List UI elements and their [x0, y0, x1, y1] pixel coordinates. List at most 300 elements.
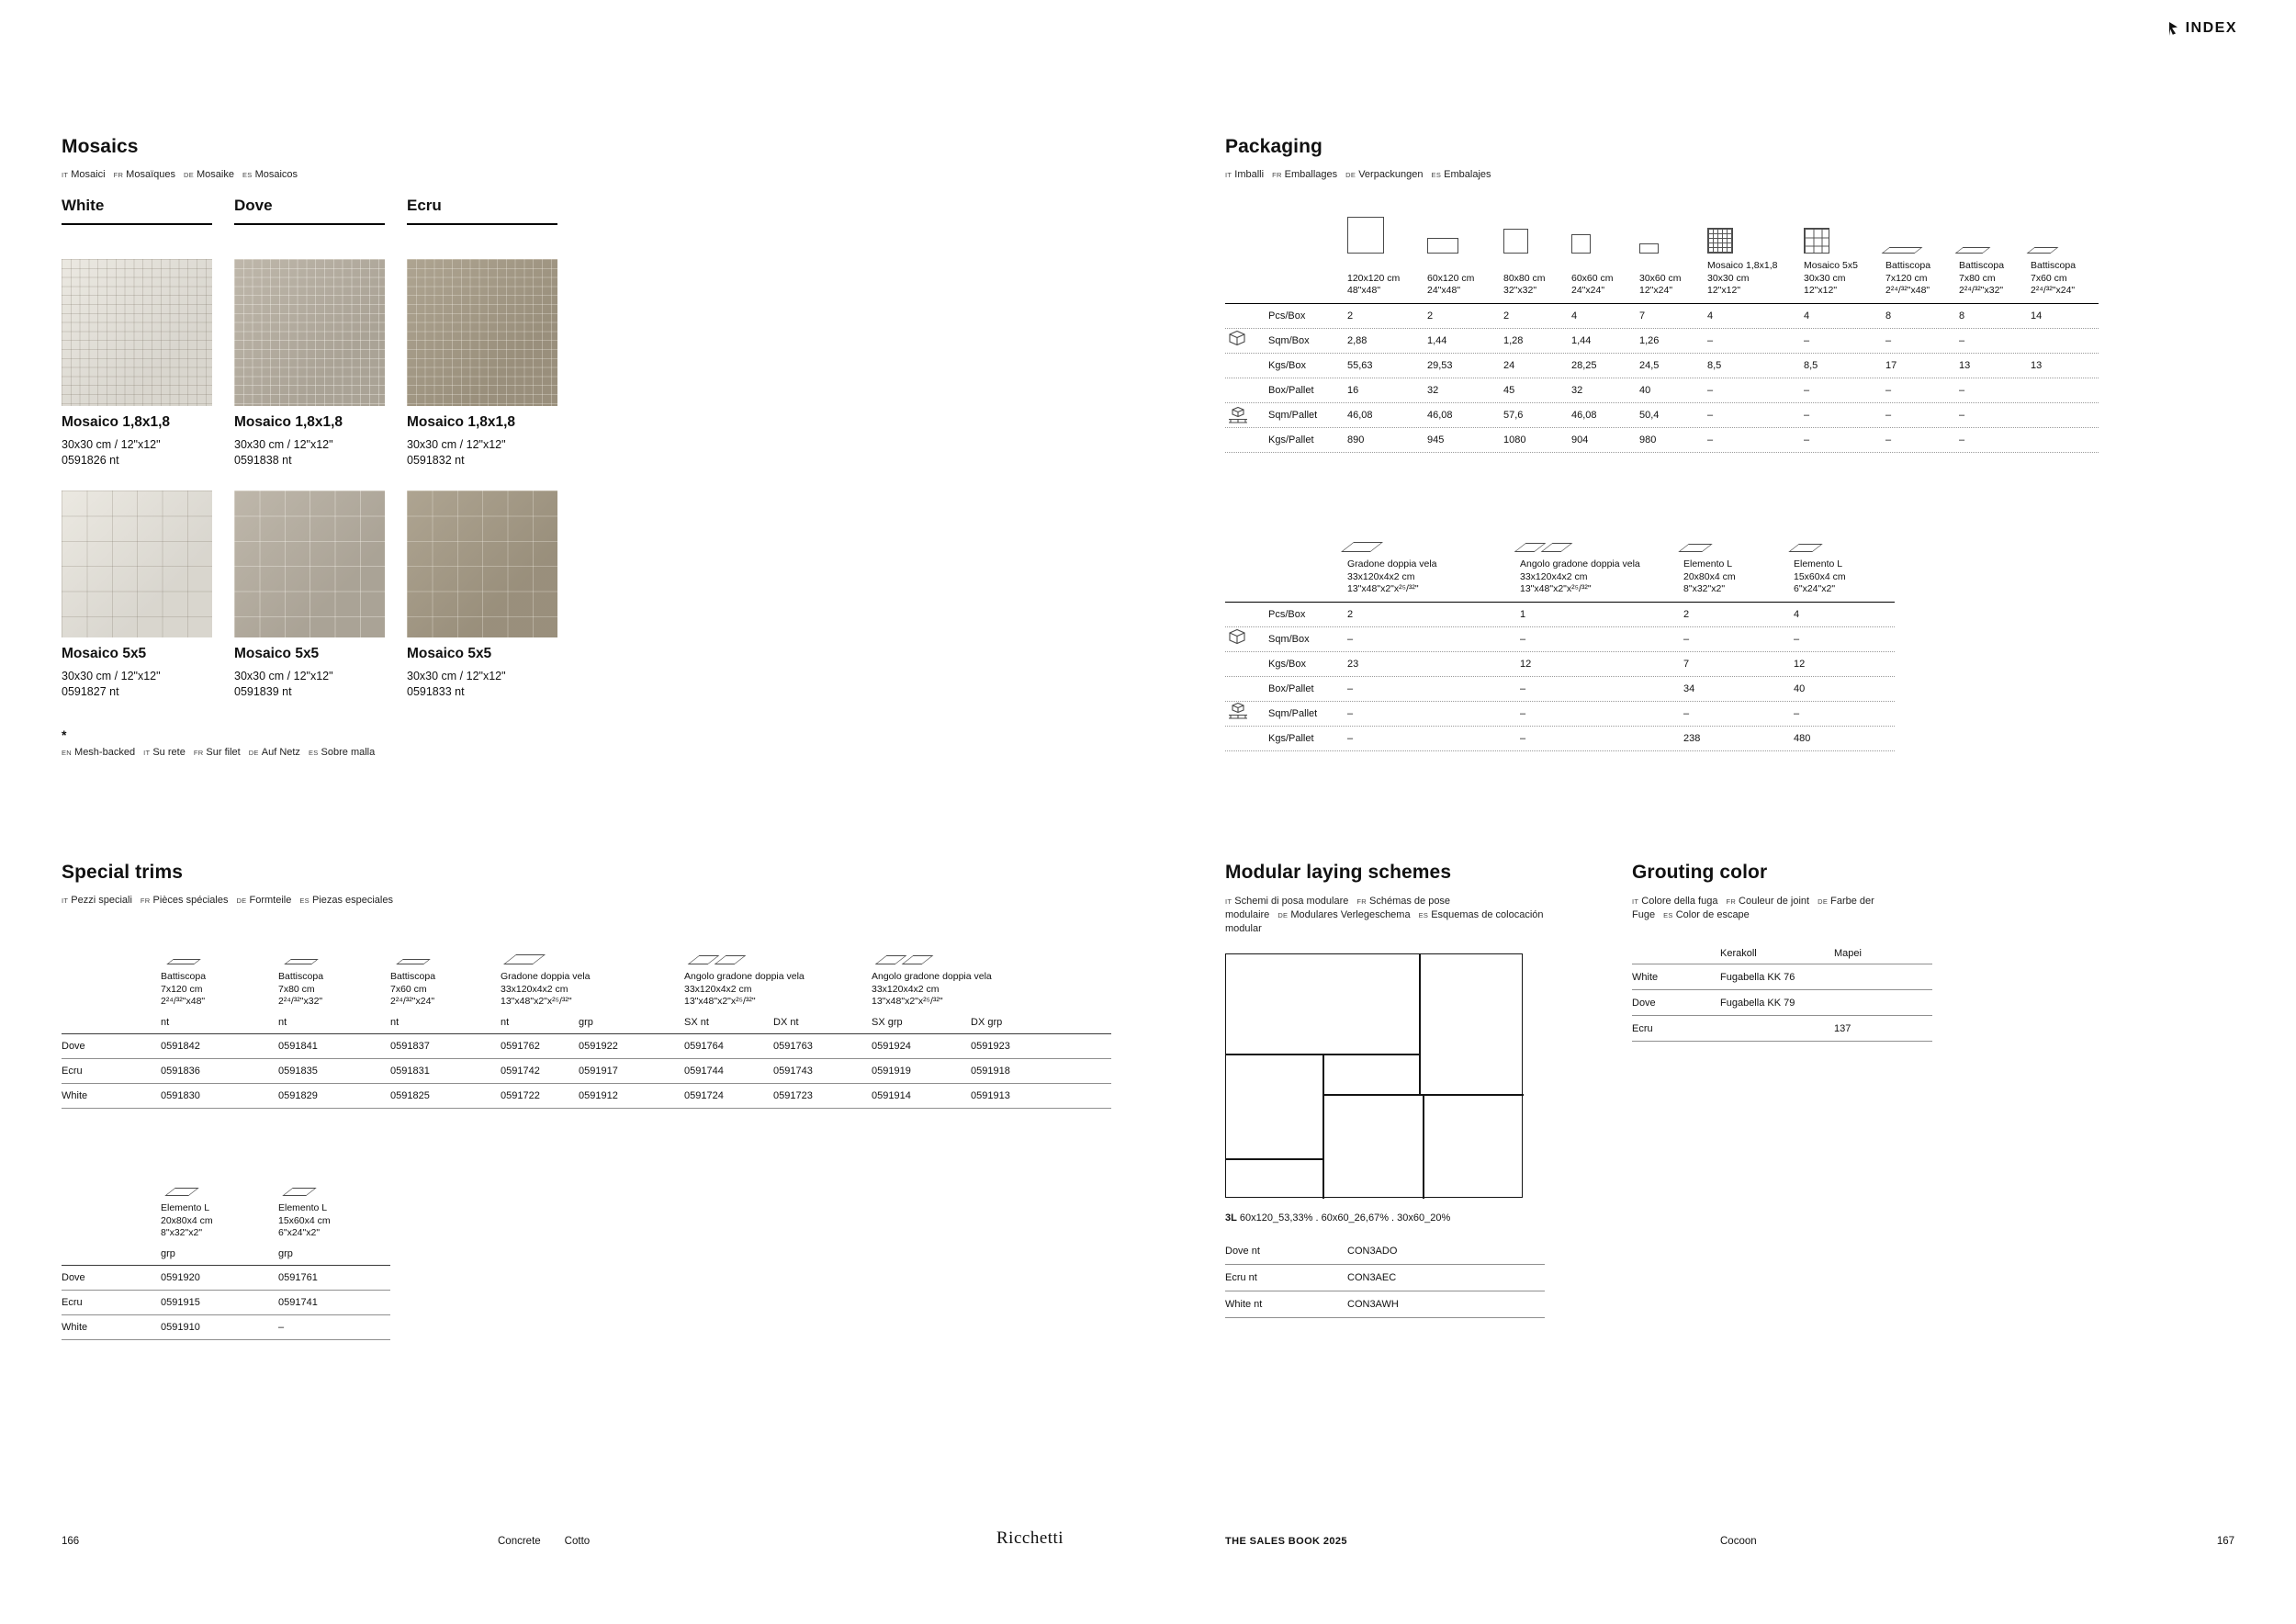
mosaic-size: 30x30 cm / 12"x12" [62, 438, 161, 451]
trim-article-code: 0591829 [278, 1089, 318, 1101]
lang-text: Emballages [1284, 169, 1338, 180]
packaging-value: – [1794, 707, 1800, 719]
format-column-header [1804, 193, 1885, 298]
packaging-value: 8 [1885, 310, 1892, 321]
packaging-value: 55,63 [1347, 359, 1373, 371]
piece-size-in: 6"x24"x2" [1794, 583, 1836, 594]
scheme-article-code: CON3AEC [1347, 1272, 1397, 1283]
trim-article-code: 0591762 [501, 1040, 540, 1052]
trim-row [62, 1315, 390, 1340]
trim-name: Elemento L [161, 1202, 210, 1213]
modular-subtitle [1225, 895, 1554, 936]
trim-name: Angolo gradone doppia vela [684, 971, 805, 982]
format-icon [1639, 193, 1707, 254]
trim-piece-icon [872, 924, 1050, 964]
lang-text: Colore della fuga [1641, 896, 1718, 907]
format-icon [1427, 193, 1503, 254]
piece-column-header [1794, 491, 1895, 596]
trim-article-code: 0591841 [278, 1040, 318, 1052]
format-size-cm: 60x60 cm [1571, 272, 1614, 284]
lang-label: DE [236, 897, 247, 905]
packaging-row [1225, 354, 2099, 378]
laying-scheme-diagram [1225, 953, 1523, 1198]
format-size-in: 12"x12" [1804, 285, 1838, 296]
format-size-cm: 7x80 cm [1959, 272, 1996, 284]
piece-column-header [1520, 491, 1683, 596]
lang-text: Sur filet [206, 747, 241, 758]
trim-row [62, 1291, 390, 1315]
format-icon [1804, 193, 1885, 254]
trim-article-code: 0591722 [501, 1089, 540, 1101]
format-name: Battiscopa [1959, 260, 2005, 271]
packaging-value: – [1520, 633, 1526, 645]
packaging-value: – [1885, 334, 1892, 346]
mosaic-card [62, 491, 212, 698]
packaging-value: – [1707, 384, 1714, 396]
grouting-row [1632, 1016, 1932, 1042]
mosaic-code: 0591832 nt [407, 454, 465, 467]
piece-icon [1683, 491, 1794, 552]
scheme-code-row [1225, 1265, 1545, 1291]
lang-text: Color de escape [1675, 909, 1750, 920]
packaging-value: – [1347, 682, 1354, 694]
trim-article-code: 0591724 [684, 1089, 724, 1101]
format-size-cm: 30x30 cm [1804, 272, 1846, 284]
trim-article-code: 0591842 [161, 1040, 200, 1052]
format-name [1503, 260, 1571, 273]
trim-column-header [278, 924, 390, 1009]
trim-article-code: 0591830 [161, 1089, 200, 1101]
packaging-value: 2 [1427, 310, 1434, 321]
format-icon [2031, 193, 2099, 254]
packaging-value: 40 [1639, 384, 1651, 396]
grouting-brand-header: Mapei [1834, 947, 1862, 959]
packaging-value: – [1804, 409, 1810, 421]
trim-column-header [684, 924, 872, 1009]
brand-logo: Ricchetti [996, 1528, 1064, 1548]
packaging-row [1225, 378, 2099, 403]
trim-row [62, 1084, 1111, 1109]
packaging-value: 4 [1804, 310, 1810, 321]
packaging-value: 904 [1571, 434, 1589, 445]
packaging-value: 238 [1683, 732, 1701, 744]
grouting-title: Grouting color [1632, 862, 1768, 883]
piece-size-in: 13"x48"x2"x²⁵/³²" [1347, 583, 1419, 594]
grouting-subtitle [1632, 895, 1940, 922]
packaging-value: 32 [1571, 384, 1583, 396]
trim-article-code: 0591743 [773, 1065, 813, 1077]
packaging-table-2 [1225, 491, 1895, 751]
packaging-value: 980 [1639, 434, 1657, 445]
packaging-value [2031, 410, 2099, 421]
trim-row-label: Ecru [62, 1065, 83, 1077]
packaging-value: – [1707, 434, 1714, 445]
format-name [1347, 260, 1427, 273]
format-icon [1571, 193, 1639, 254]
trim-column-header [161, 924, 278, 1009]
trim-piece-icon [501, 924, 684, 964]
trim-column-header [872, 924, 1050, 1009]
packaging-row-label: Kgs/Pallet [1268, 732, 1314, 744]
packaging-value: – [1520, 707, 1526, 719]
packaging-value: 46,08 [1347, 409, 1373, 421]
piece-size-cm: 33x120x4x2 cm [1520, 570, 1588, 582]
mosaic-tile-image [62, 491, 212, 637]
mosaic-card [407, 491, 557, 698]
packaging-value: 14 [2031, 310, 2043, 321]
footnote-star: * [62, 727, 67, 742]
lang-label: DE [1818, 897, 1829, 906]
lang-label: IT [1225, 897, 1232, 906]
trim-sub-headers [62, 1017, 1111, 1034]
piece-size-cm: 33x120x4x2 cm [1347, 570, 1415, 582]
packaging-row-label: Pcs/Box [1268, 608, 1306, 620]
lang-label: IT [62, 897, 69, 905]
trim-size-in: 13"x48"x2"x²⁵/³²" [684, 996, 756, 1007]
lang-label: FR [1356, 897, 1367, 906]
trim-name: Battiscopa [161, 971, 207, 982]
trim-article-code: 0591741 [278, 1296, 318, 1308]
piece-name: Elemento L [1794, 558, 1843, 570]
packaging-value: 45 [1503, 384, 1515, 396]
packaging-value: 17 [1885, 359, 1897, 371]
trim-article-code: 0591920 [161, 1271, 200, 1283]
lang-label: DE [1277, 911, 1289, 919]
lang-label: DE [1345, 171, 1356, 179]
packaging-value: – [1347, 707, 1354, 719]
box-icon [1227, 627, 1247, 646]
format-icon [1503, 193, 1571, 254]
trim-size-cm: 7x80 cm [278, 983, 315, 995]
pallet-icon [1227, 406, 1249, 424]
finish-label: Cotto [564, 1536, 591, 1547]
lang-label: FR [1272, 171, 1282, 179]
trim-name: Battiscopa [278, 971, 324, 982]
scheme-line [1322, 1054, 1324, 1199]
packaging-value: 46,08 [1427, 409, 1453, 421]
packaging-value: 29,53 [1427, 359, 1453, 371]
trim-row [62, 1059, 1111, 1084]
packaging-value: 24 [1503, 359, 1515, 371]
piece-size-in: 8"x32"x2" [1683, 583, 1726, 594]
format-column-header [1427, 193, 1503, 298]
trim-article-code: 0591763 [773, 1040, 813, 1052]
format-name [1427, 260, 1503, 273]
trim-article-code: 0591910 [161, 1321, 200, 1333]
format-column-header [1885, 193, 1959, 298]
format-size-cm: 30x30 cm [1707, 272, 1750, 284]
lang-text: Couleur de joint [1739, 896, 1810, 907]
packaging-value: 1 [1520, 608, 1526, 620]
trim-sub-header: grp [579, 1016, 593, 1028]
trim-piece-icon [161, 924, 278, 964]
lang-text: Pièces spéciales [152, 895, 229, 906]
trim-sub-header: nt [390, 1016, 400, 1028]
trim-piece-icon [278, 1156, 390, 1196]
trim-row-label: White [62, 1321, 88, 1333]
special-trims-table [62, 924, 1111, 1109]
packaging-value: 46,08 [1571, 409, 1597, 421]
format-size-cm: 30x60 cm [1639, 272, 1682, 284]
index-link[interactable] [2167, 20, 2237, 37]
piece-size-in: 13"x48"x2"x²⁵/³²" [1520, 583, 1592, 594]
packaging-value: 4 [1571, 310, 1578, 321]
mosaic-name: Mosaico 5x5 [234, 646, 320, 661]
piece-name: Gradone doppia vela [1347, 558, 1437, 570]
lang-text: Farbe der Fuge [1632, 896, 1874, 920]
scheme-line [1226, 1158, 1322, 1160]
lang-label: ES [1418, 911, 1429, 919]
grouting-color-label: Dove [1632, 997, 1656, 1009]
mosaic-name: Mosaico 1,8x1,8 [234, 414, 343, 430]
packaging-value: – [1804, 334, 1810, 346]
packaging-value: 2 [1683, 608, 1690, 620]
special-trims-subtitle [62, 895, 401, 906]
trim-row-label: White [62, 1089, 88, 1101]
mosaic-color-header: Ecru [407, 197, 557, 225]
lang-text: Mosaike [197, 169, 234, 180]
trim-article-code: – [278, 1321, 285, 1333]
packaging-value: 34 [1683, 682, 1695, 694]
piece-size-cm: 15x60x4 cm [1794, 570, 1846, 582]
packaging-value: – [1683, 707, 1690, 719]
lang-text: Su rete [152, 747, 186, 758]
packaging-value: 2 [1503, 310, 1510, 321]
format-size-in: 24"x24" [1571, 285, 1605, 296]
scheme-article-code: CON3ADO [1347, 1246, 1398, 1257]
special-trims-table-2 [62, 1156, 390, 1340]
packaging-row [1225, 304, 2099, 329]
trim-sub-header: DX nt [773, 1016, 799, 1028]
page-number-left: 166 [62, 1536, 80, 1547]
lang-label: ES [1663, 911, 1673, 919]
format-size-cm: 60x120 cm [1427, 272, 1475, 284]
packaging-row-label: Kgs/Box [1268, 359, 1306, 371]
page-number-right: 167 [2216, 1536, 2234, 1547]
packaging-value [2031, 434, 2099, 445]
grouting-kerakoll-value: Fugabella KK 76 [1720, 971, 1795, 983]
trim-size-cm: 33x120x4x2 cm [684, 983, 752, 995]
mosaic-code: 0591838 nt [234, 454, 292, 467]
packaging-row [1225, 727, 1895, 751]
lang-label: FR [1726, 897, 1737, 906]
scheme-caption [1225, 1212, 1450, 1224]
packaging-row-label: Box/Pallet [1268, 682, 1314, 694]
trim-article-code: 0591913 [971, 1089, 1010, 1101]
piece-icon [1347, 491, 1520, 552]
trim-size-cm: 20x80x4 cm [161, 1214, 213, 1226]
trim-piece-icon [390, 924, 501, 964]
lang-label: IT [143, 749, 151, 757]
format-size-cm: 80x80 cm [1503, 272, 1546, 284]
trim-sub-header: SX nt [684, 1016, 709, 1028]
scheme-line [1419, 954, 1421, 1094]
trim-size-cm: 33x120x4x2 cm [501, 983, 568, 995]
trim-article-code: 0591744 [684, 1065, 724, 1077]
trim-size-in: 13"x48"x2"x²⁵/³²" [501, 996, 572, 1007]
lang-label: ES [299, 897, 310, 905]
trim-piece-icon [278, 924, 390, 964]
packaging-value: 1080 [1503, 434, 1526, 445]
grouting-kerakoll-value: Fugabella KK 79 [1720, 997, 1795, 1009]
piece-size-cm: 20x80x4 cm [1683, 570, 1736, 582]
scheme-article-code: CON3AWH [1347, 1299, 1399, 1310]
lang-text: Mesh-backed [74, 747, 136, 758]
packaging-row [1225, 677, 1895, 702]
packaging-value: 4 [1794, 608, 1800, 620]
format-size-in: 24"x48" [1427, 285, 1461, 296]
packaging-value [2031, 335, 2099, 346]
trim-size-in: 6"x24"x2" [278, 1227, 321, 1238]
trim-name: Angolo gradone doppia vela [872, 971, 992, 982]
scheme-color-label: Dove nt [1225, 1246, 1260, 1257]
lang-text: Pezzi speciali [71, 895, 132, 906]
lang-label: IT [62, 171, 69, 179]
format-icon [1959, 193, 2031, 254]
trim-sub-header: nt [161, 1016, 170, 1028]
format-size-in: 48"x48" [1347, 285, 1381, 296]
trim-article-code: 0591836 [161, 1065, 200, 1077]
packaging-value: – [1794, 633, 1800, 645]
packaging-value: 12 [1520, 658, 1532, 670]
packaging-value: 1,26 [1639, 334, 1660, 346]
piece-icon [1794, 491, 1895, 552]
mosaics-subtitle [62, 169, 306, 180]
grouting-color-label: Ecru [1632, 1022, 1653, 1034]
packaging-row-label: Sqm/Pallet [1268, 707, 1318, 719]
format-size-cm: 7x60 cm [2031, 272, 2067, 284]
mesh-backed-footnote [62, 747, 383, 758]
mosaic-name: Mosaico 1,8x1,8 [62, 414, 171, 430]
mosaic-tile-image [62, 259, 212, 406]
mosaic-card [234, 259, 385, 467]
packaging-value: 57,6 [1503, 409, 1524, 421]
packaging-value: 2,88 [1347, 334, 1367, 346]
lang-label: FR [140, 897, 151, 905]
lang-text: Formteile [249, 895, 292, 906]
mosaic-color-header: Dove [234, 197, 385, 225]
trim-article-code: 0591919 [872, 1065, 911, 1077]
trim-size-in: 2²⁴/³²"x48" [161, 996, 206, 1007]
trim-row-label: Ecru [62, 1296, 83, 1308]
packaging-value: 7 [1683, 658, 1690, 670]
lang-text: Mosaici [71, 169, 106, 180]
trim-sub-header: grp [161, 1247, 175, 1259]
packaging-row-label: Pcs/Box [1268, 310, 1306, 321]
format-column-header [1503, 193, 1571, 298]
mosaic-tile-image [234, 259, 385, 406]
trim-row-label: Dove [62, 1040, 85, 1052]
lang-label: IT [1632, 897, 1639, 906]
trim-size-in: 2²⁴/³²"x24" [390, 996, 435, 1007]
packaging-value: – [1804, 434, 1810, 445]
lang-text: Modulares Verlegeschema [1290, 909, 1411, 920]
lang-text: Sobre malla [321, 747, 376, 758]
trim-sub-header: DX grp [971, 1016, 1003, 1028]
scheme-color-label: Ecru nt [1225, 1272, 1257, 1283]
trim-column-header [161, 1156, 278, 1240]
packaging-value: 24,5 [1639, 359, 1660, 371]
packaging-value: – [1683, 633, 1690, 645]
format-column-header [1639, 193, 1707, 298]
mosaic-name: Mosaico 1,8x1,8 [407, 414, 516, 430]
trim-size-cm: 7x120 cm [161, 983, 203, 995]
format-column-header [1707, 193, 1804, 298]
format-icon [1347, 193, 1427, 254]
trim-size-in: 2²⁴/³²"x32" [278, 996, 323, 1007]
packaging-value: 8,5 [1804, 359, 1818, 371]
lang-label: ES [308, 749, 319, 757]
format-size-in: 12"x12" [1707, 285, 1741, 296]
packaging-row [1225, 627, 1895, 652]
packaging-row [1225, 329, 2099, 354]
packaging-value: 23 [1347, 658, 1359, 670]
packaging-row [1225, 403, 2099, 428]
packaging-value: 8,5 [1707, 359, 1722, 371]
lang-label: FR [113, 171, 124, 179]
packaging-value: 480 [1794, 732, 1811, 744]
format-name [1571, 260, 1639, 273]
packaging-value: 890 [1347, 434, 1365, 445]
packaging-value [2031, 385, 2099, 396]
index-label: INDEX [2185, 20, 2237, 36]
packaging-value: – [1347, 732, 1354, 744]
packaging-value: 28,25 [1571, 359, 1597, 371]
trim-article-code: 0591742 [501, 1065, 540, 1077]
packaging-value: 32 [1427, 384, 1439, 396]
trim-piece-icon [161, 1156, 278, 1196]
trim-column-header [278, 1156, 390, 1240]
format-size-in: 12"x24" [1639, 285, 1673, 296]
packaging-row-label: Sqm/Pallet [1268, 409, 1318, 421]
mosaic-color-headers [62, 197, 557, 225]
mosaic-size: 30x30 cm / 12"x12" [62, 670, 161, 682]
format-size-in: 2²⁴/³²"x32" [1959, 285, 2004, 296]
scheme-code-row [1225, 1238, 1545, 1265]
mosaic-size: 30x30 cm / 12"x12" [407, 670, 506, 682]
mosaic-code: 0591833 nt [407, 685, 465, 698]
lang-text: Imballi [1234, 169, 1265, 180]
trim-article-code: 0591917 [579, 1065, 618, 1077]
mosaic-name: Mosaico 5x5 [62, 646, 147, 661]
lang-text: Schémas de pose modulaire [1225, 896, 1451, 920]
grouting-color-label: White [1632, 971, 1659, 983]
grouting-brand-header: Kerakoll [1720, 947, 1757, 959]
collection-name: Cocoon [1720, 1536, 1757, 1547]
book-title: THE SALES BOOK 2025 [1225, 1536, 1347, 1547]
trim-article-code: 0591914 [872, 1089, 911, 1101]
mosaic-code: 0591827 nt [62, 685, 119, 698]
lang-label: IT [1225, 171, 1232, 179]
grouting-mapei-value: 137 [1834, 1022, 1851, 1034]
scheme-code-row [1225, 1291, 1545, 1318]
trim-article-code: 0591912 [579, 1089, 618, 1101]
trim-size-cm: 33x120x4x2 cm [872, 983, 940, 995]
mosaic-code: 0591826 nt [62, 454, 119, 467]
trim-sub-header: SX grp [872, 1016, 903, 1028]
trim-article-code: 0591924 [872, 1040, 911, 1052]
mosaic-cards [62, 259, 557, 698]
trim-sub-header: nt [278, 1016, 287, 1028]
piece-name: Elemento L [1683, 558, 1733, 570]
format-size-cm: 7x120 cm [1885, 272, 1928, 284]
trim-column-header [501, 924, 684, 1009]
packaging-value: – [1959, 334, 1965, 346]
lang-label: ES [1431, 171, 1442, 179]
mosaic-code: 0591839 nt [234, 685, 292, 698]
lang-text: Auf Netz [261, 747, 300, 758]
trim-name: Battiscopa [390, 971, 436, 982]
